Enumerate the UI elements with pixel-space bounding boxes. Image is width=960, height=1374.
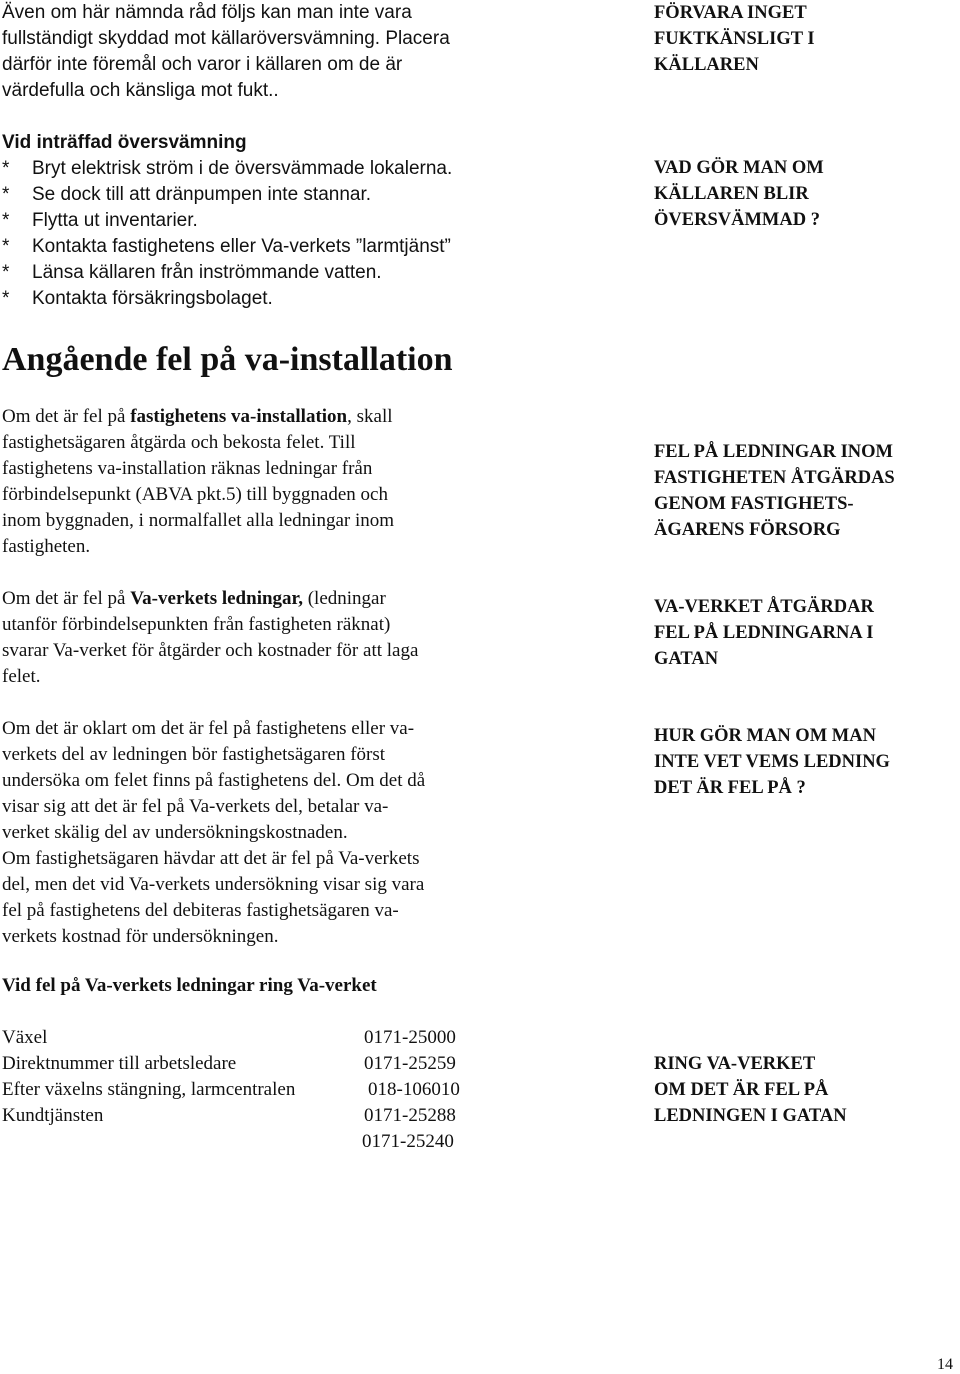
sidebar-line: VA-VERKET ÅTGÄRDAR	[654, 597, 874, 617]
paragraph-own-installation	[2, 404, 394, 560]
contact-number: 0171-25240	[362, 1131, 454, 1152]
sidebar-line: ÖVERSVÄMMAD ?	[654, 210, 820, 230]
para-line: felet.	[2, 666, 41, 687]
para-line: verket skälig del av undersökningskostnaden.	[2, 822, 348, 843]
flood-item-text: Länsa källaren från inströmmande vatten.	[32, 262, 382, 283]
flood-item	[2, 208, 452, 234]
para-text: Om det är fel på	[2, 588, 131, 609]
sidebar-line: FEL PÅ LEDNINGAR INOM	[654, 442, 893, 462]
flood-title: Vid inträffad översvämning	[2, 132, 247, 153]
sidebar-line: HUR GÖR MAN OM MAN	[654, 726, 876, 746]
intro-paragraph	[2, 0, 450, 104]
sidebar-line: GENOM FASTIGHETS-	[654, 494, 854, 514]
bullet-star: *	[2, 158, 10, 179]
flood-item	[2, 156, 452, 182]
para-line: Om det är oklart om det är fel på fastighetens eller va-	[2, 718, 415, 739]
flood-item	[2, 286, 452, 312]
sidebar-note-call	[654, 1051, 847, 1129]
sidebar-line: FASTIGHETEN ÅTGÄRDAS	[654, 468, 895, 488]
flood-item-text: Kontakta fastighetens eller Va-verkets ”larmtjänst”	[32, 236, 451, 257]
contact-label: Direktnummer till arbetsledare	[2, 1053, 237, 1074]
intro-line: Även om här nämnda råd följs kan man inte vara	[2, 2, 412, 23]
flood-item-text: Kontakta försäkringsbolaget.	[32, 288, 273, 309]
para-line: undersöka om felet finns på fastighetens del. Om det då	[2, 770, 426, 791]
para-line: fastighetsägaren åtgärda och bekosta felet. Till	[2, 432, 356, 453]
para-line: svarar Va-verket för åtgärder och kostnader för att laga	[2, 640, 419, 661]
bullet-star: *	[2, 184, 10, 205]
sidebar-line: RING VA-VERKET	[654, 1054, 816, 1074]
para-line	[2, 404, 394, 430]
para-line: utanför förbindelsepunkten från fastigheten räknat)	[2, 614, 391, 635]
sidebar-line: ÄGARENS FÖRSORG	[654, 520, 841, 540]
para-line: Om fastighetsägaren hävdar att det är fel på Va-verkets	[2, 848, 420, 869]
sidebar-line: INTE VET VEMS LEDNING	[654, 752, 890, 772]
sidebar-note-flooded	[654, 155, 824, 233]
intro-line: värdefulla och känsliga mot fukt..	[2, 80, 279, 101]
para-text: , skall	[347, 406, 393, 427]
contact-label: Växel	[2, 1027, 48, 1048]
sidebar-line: KÄLLAREN BLIR	[654, 184, 809, 204]
section-heading: Angående fel på va-installation	[2, 341, 453, 378]
bullet-star: *	[2, 288, 10, 309]
flood-item	[2, 182, 452, 208]
para-line: fastigheten.	[2, 536, 91, 557]
contact-number: 0171-25288	[364, 1105, 456, 1126]
bullet-star: *	[2, 236, 10, 257]
flood-item-text: Se dock till att dränpumpen inte stannar.	[32, 184, 372, 205]
bullet-star: *	[2, 262, 10, 283]
page-number: 14	[937, 1356, 953, 1373]
sidebar-line: FEL PÅ LEDNINGARNA I	[654, 623, 874, 643]
para-text: Om det är fel på	[2, 406, 131, 427]
sidebar-line: DET ÄR FEL PÅ ?	[654, 778, 806, 798]
sidebar-line: LEDNINGEN I GATAN	[654, 1106, 847, 1126]
intro-line: fullständigt skyddad mot källaröversvämning. Placera	[2, 28, 450, 49]
contact-label: Efter växelns stängning, larmcentralen	[2, 1079, 296, 1100]
paragraph-va-verket	[2, 586, 418, 690]
flood-item-text: Bryt elektrisk ström i de översvämmade lokalerna.	[32, 158, 453, 179]
para-line: del, men det vid Va-verkets undersökning visar sig vara	[2, 874, 425, 895]
flood-item-text: Flytta ut inventarier.	[32, 210, 198, 231]
sidebar-line: OM DET ÄR FEL PÅ	[654, 1080, 829, 1100]
para-line: verkets kostnad för undersökningen.	[2, 926, 279, 947]
intro-line: därför inte föremål och varor i källaren om de är	[2, 54, 403, 75]
para-line: visar sig att det är fel på Va-verkets del, betalar va-	[2, 796, 389, 817]
sidebar-line: VAD GÖR MAN OM	[654, 158, 824, 178]
sidebar-note-unclear	[654, 723, 890, 801]
contact-number: 018-106010	[368, 1079, 460, 1100]
contact-number: 0171-25000	[364, 1027, 456, 1048]
sidebar-line: GATAN	[654, 649, 719, 669]
contact-number: 0171-25259	[364, 1053, 456, 1074]
sidebar-line: KÄLLAREN	[654, 55, 759, 75]
para-line	[2, 586, 418, 612]
sidebar-line: FUKTKÄNSLIGT I	[654, 29, 815, 49]
sidebar-note-store	[654, 0, 815, 78]
para-emphasis: fastighetens va-installation	[130, 406, 348, 427]
bullet-star: *	[2, 210, 10, 231]
sidebar-note-street	[654, 594, 874, 672]
para-line: förbindelsepunkt (ABVA pkt.5) till byggnaden och	[2, 484, 388, 505]
paragraph-unclear-fault	[2, 716, 425, 950]
contact-title: Vid fel på Va-verkets ledningar ring Va-verket	[2, 975, 377, 996]
contact-label: Kundtjänsten	[2, 1105, 104, 1126]
para-line: verkets del av ledningen bör fastighetsägaren först	[2, 744, 386, 765]
flood-item	[2, 234, 452, 260]
para-line: fel på fastighetens del debiteras fastighetsägaren va-	[2, 900, 399, 921]
sidebar-note-property	[654, 439, 895, 543]
para-line: fastighetens va-installation räknas ledningar från	[2, 458, 373, 479]
flood-item	[2, 260, 452, 286]
para-line: inom byggnaden, i normalfallet alla ledningar inom	[2, 510, 395, 531]
flood-section	[2, 130, 452, 312]
para-emphasis: Va-verkets ledningar,	[130, 588, 303, 609]
para-text: (ledningar	[302, 588, 386, 609]
sidebar-line: FÖRVARA INGET	[654, 3, 807, 23]
